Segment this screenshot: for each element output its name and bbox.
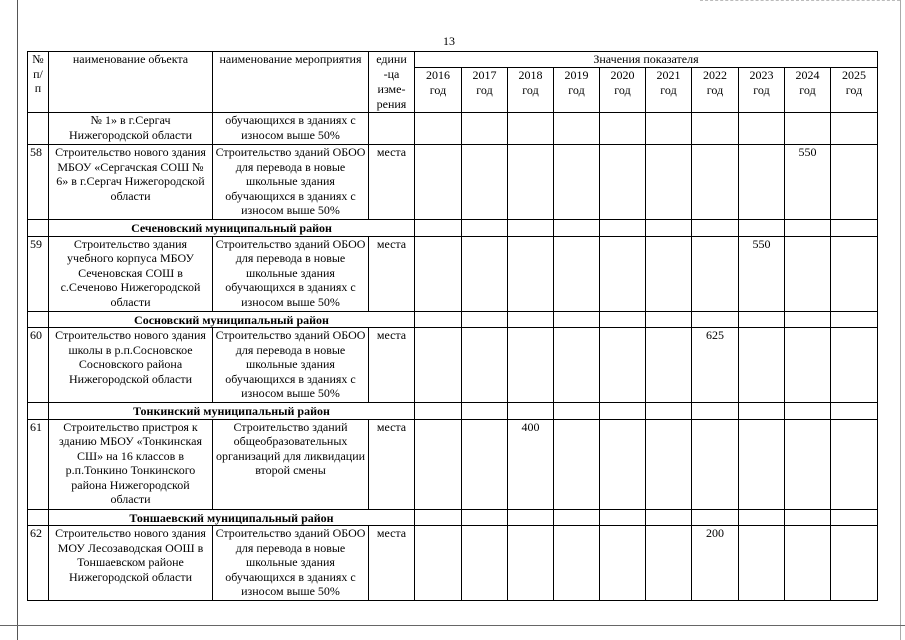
value-cell [600, 526, 646, 601]
value-cell [739, 419, 785, 509]
cell-empty [600, 509, 646, 526]
object-name: Строительство здания учебного корпуса МБОУ Сеченовская СОШ в с.Сеченово Нижегородской области [49, 236, 213, 311]
value-cell [831, 328, 878, 403]
measure-name: Строительство зданий общеобразовательных организаций для ликвидации второй смены [213, 419, 369, 509]
cell-empty [462, 220, 508, 237]
value-cell: 625 [692, 328, 739, 403]
value-cell [415, 526, 462, 601]
cell-empty [692, 509, 739, 526]
year-word: год [568, 83, 585, 98]
cell-empty [28, 220, 49, 237]
value-cell [692, 113, 739, 145]
header-unit-line: рения [376, 97, 407, 111]
district-row [28, 403, 878, 420]
cell-empty [831, 311, 878, 328]
year-word: год [614, 83, 631, 98]
year-label: 2021 [656, 68, 681, 83]
header-unit-line: изме- [377, 82, 406, 96]
header-unit-line: едини [376, 52, 407, 66]
value-cell: 550 [739, 236, 785, 311]
district-name: Сосновский муниципальный район [49, 311, 415, 328]
value-cell [508, 526, 554, 601]
value-cell [600, 236, 646, 311]
year-header [646, 68, 692, 113]
cell-empty [739, 220, 785, 237]
unit: места [369, 526, 415, 601]
district-name: Тонкинский муниципальный район [49, 403, 415, 420]
cell-empty [508, 311, 554, 328]
indicator-table [27, 51, 878, 601]
year-header [785, 68, 831, 113]
cell-empty [554, 509, 600, 526]
cell-empty [508, 509, 554, 526]
cell-empty [600, 403, 646, 420]
cell-empty [554, 220, 600, 237]
value-cell [739, 526, 785, 601]
header-unit-line: -ца [383, 67, 400, 81]
table-row [28, 328, 878, 403]
value-cell: 200 [692, 526, 739, 601]
value-cell [415, 145, 462, 220]
unit: места [369, 419, 415, 509]
year-word: год [799, 83, 816, 98]
cell-empty [831, 509, 878, 526]
district-row [28, 311, 878, 328]
value-cell [739, 328, 785, 403]
cell-empty [785, 509, 831, 526]
value-cell [785, 526, 831, 601]
cell-empty [415, 509, 462, 526]
value-cell [646, 145, 692, 220]
value-cell [646, 113, 692, 145]
value-cell [600, 113, 646, 145]
year-label: 2017 [472, 68, 497, 83]
value-cell [785, 419, 831, 509]
value-cell: 550 [785, 145, 831, 220]
header-num: № п/п [28, 52, 49, 113]
year-label: 2022 [703, 68, 727, 83]
cell-empty [646, 220, 692, 237]
year-header [739, 68, 785, 113]
cell-empty [462, 509, 508, 526]
value-cell [831, 113, 878, 145]
year-word: год [522, 83, 539, 98]
year-label: 2019 [564, 68, 589, 83]
row-number: 60 [28, 328, 49, 403]
value-cell [692, 419, 739, 509]
page-frame-bottom-line [0, 625, 905, 626]
year-label: 2024 [795, 68, 820, 83]
value-cell [462, 236, 508, 311]
cell-empty [415, 220, 462, 237]
cell-empty [646, 311, 692, 328]
value-cell [646, 526, 692, 601]
value-cell [739, 113, 785, 145]
value-cell [508, 236, 554, 311]
year-label: 2025 [842, 68, 866, 83]
year-header [692, 68, 739, 113]
table-row [28, 236, 878, 311]
row-number: 62 [28, 526, 49, 601]
value-cell [415, 113, 462, 145]
page-frame-right-line [900, 0, 901, 640]
row-number [28, 113, 49, 145]
value-cell: 400 [508, 419, 554, 509]
year-label: 2016 [426, 68, 450, 83]
object-name: Строительство нового здания школы в р.п.Сосновское Сосновского района Нижегородской области [49, 328, 213, 403]
cell-empty [508, 403, 554, 420]
year-word: год [476, 83, 493, 98]
district-row [28, 509, 878, 526]
value-cell [508, 113, 554, 145]
year-header [508, 68, 554, 113]
object-name: Строительство нового здания МОУ Лесозаводская ООШ в Тоншаевском районе Нижегородской области [49, 526, 213, 601]
cell-empty [462, 403, 508, 420]
value-cell [646, 328, 692, 403]
measure-name: Строительство зданий ОБОО для перевода в новые школьные здания обучающихся в зданиях с износом выше 50% [213, 526, 369, 601]
value-cell [415, 419, 462, 509]
value-cell [554, 113, 600, 145]
value-cell [554, 328, 600, 403]
value-cell [554, 236, 600, 311]
year-label: 2020 [610, 68, 635, 83]
cell-empty [831, 220, 878, 237]
measure-name: Строительство зданий ОБОО для перевода в новые школьные здания обучающихся в зданиях с износом выше 50% [213, 236, 369, 311]
value-cell [785, 113, 831, 145]
year-label: 2023 [749, 68, 774, 83]
cell-empty [785, 311, 831, 328]
year-header [415, 68, 462, 113]
value-cell [462, 526, 508, 601]
value-cell [692, 236, 739, 311]
year-word: год [706, 83, 724, 98]
measure-name: обучающихся в зданиях с износом выше 50% [213, 113, 369, 145]
year-label: 2018 [518, 68, 543, 83]
unit: места [369, 328, 415, 403]
cell-empty [554, 403, 600, 420]
value-cell [508, 145, 554, 220]
value-cell [554, 419, 600, 509]
row-number: 59 [28, 236, 49, 311]
value-cell [831, 526, 878, 601]
value-cell [462, 113, 508, 145]
cell-empty [646, 509, 692, 526]
cell-empty [600, 311, 646, 328]
value-cell [785, 328, 831, 403]
page-frame-left-line [17, 0, 18, 640]
measure-name: Строительство зданий ОБОО для перевода в новые школьные здания обучающихся в зданиях с износом выше 50% [213, 328, 369, 403]
cell-empty [28, 403, 49, 420]
value-cell [462, 145, 508, 220]
year-header [462, 68, 508, 113]
object-name: Строительство нового здания МБОУ «Сергачская СОШ № 6» в г.Сергач Нижегородской области [49, 145, 213, 220]
value-cell [600, 419, 646, 509]
year-header [831, 68, 878, 113]
year-header [600, 68, 646, 113]
header-values-title: Значения показателя [415, 52, 878, 68]
cell-empty [28, 311, 49, 328]
unit: места [369, 145, 415, 220]
value-cell [831, 236, 878, 311]
row-number: 61 [28, 419, 49, 509]
value-cell [692, 145, 739, 220]
value-cell [554, 145, 600, 220]
value-cell [646, 236, 692, 311]
value-cell [462, 328, 508, 403]
row-number: 58 [28, 145, 49, 220]
table-row [28, 145, 878, 220]
year-word: год [845, 83, 863, 98]
cell-empty [739, 311, 785, 328]
cell-empty [739, 403, 785, 420]
table-row [28, 113, 878, 145]
cell-empty [692, 403, 739, 420]
value-cell [831, 145, 878, 220]
table-row [28, 526, 878, 601]
cell-empty [508, 220, 554, 237]
year-header [554, 68, 600, 113]
district-row [28, 220, 878, 237]
value-cell [415, 328, 462, 403]
value-cell [462, 419, 508, 509]
cell-empty [600, 220, 646, 237]
cell-empty [831, 403, 878, 420]
cell-empty [415, 403, 462, 420]
value-cell [415, 236, 462, 311]
header-measure: наименование мероприятия [213, 52, 369, 113]
unit [369, 113, 415, 145]
cell-empty [28, 509, 49, 526]
header-unit [369, 52, 415, 113]
table-row [28, 419, 878, 509]
value-cell [508, 328, 554, 403]
object-name: Строительство пристроя к зданию МБОУ «Тонкинская СШ» на 16 классов в р.п.Тонкино Тонкинского района Нижегородской области [49, 419, 213, 509]
page-number: 13 [443, 34, 455, 48]
value-cell [739, 145, 785, 220]
cell-empty [646, 403, 692, 420]
year-word: год [429, 83, 447, 98]
object-name: № 1» в г.Сергач Нижегородской области [49, 113, 213, 145]
value-cell [646, 419, 692, 509]
value-cell [831, 419, 878, 509]
cell-empty [415, 311, 462, 328]
cell-empty [692, 220, 739, 237]
page-top-dashed-line [700, 0, 900, 2]
district-name: Тоншаевский муниципальный район [49, 509, 415, 526]
value-cell [554, 526, 600, 601]
value-cell [600, 328, 646, 403]
value-cell [600, 145, 646, 220]
header-object: наименование объекта [49, 52, 213, 113]
cell-empty [739, 509, 785, 526]
cell-empty [785, 220, 831, 237]
value-cell [785, 236, 831, 311]
cell-empty [785, 403, 831, 420]
year-word: год [660, 83, 677, 98]
district-name: Сеченовский муниципальный район [49, 220, 415, 237]
cell-empty [462, 311, 508, 328]
unit: места [369, 236, 415, 311]
year-word: год [753, 83, 770, 98]
cell-empty [692, 311, 739, 328]
cell-empty [554, 311, 600, 328]
measure-name: Строительство зданий ОБОО для перевода в новые школьные здания обучающихся в зданиях с износом выше 50% [213, 145, 369, 220]
